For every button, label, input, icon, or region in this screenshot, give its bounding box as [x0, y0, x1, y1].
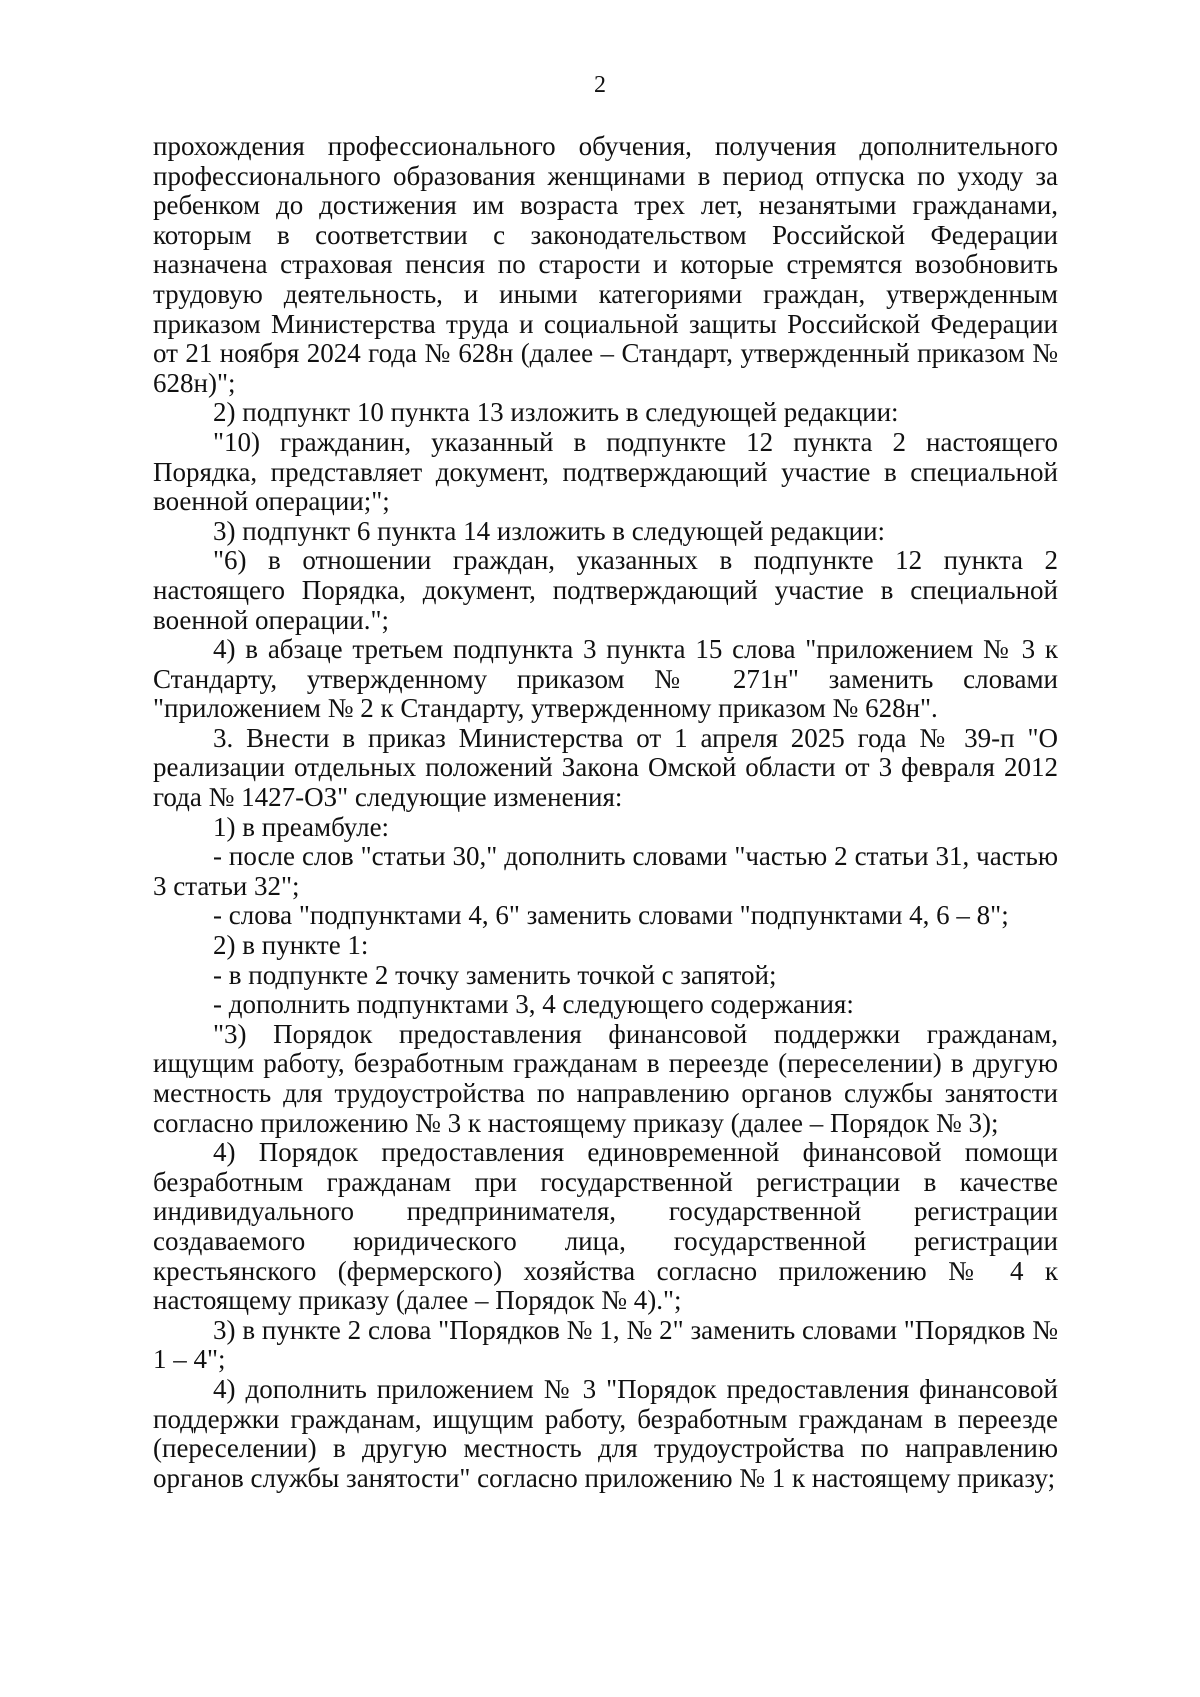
paragraph: "10) гражданин, указанный в подпункте 12 пункта 2 настоящего Порядка, представляет документ, подтверждающий участие в специальной военной операции;";	[153, 426, 1058, 517]
page-number: 2	[594, 72, 606, 98]
paragraph: 2) подпункт 10 пункта 13 изложить в следующей редакции:	[213, 397, 899, 428]
paragraph: 3) в пункте 2 слова "Порядков № 1, № 2" заменить словами "Порядков № 1 – 4";	[153, 1314, 1058, 1375]
paragraph: 3) подпункт 6 пункта 14 изложить в следующей редакции:	[213, 515, 886, 546]
paragraph: - слова "подпунктами 4, 6" заменить словами "подпунктами 4, 6 – 8";	[213, 900, 1009, 931]
paragraph: 3. Внести в приказ Министерства от 1 апреля 2025 года № 39-п "О реализации отдельных положений Закона Омской области от 3 февраля 2012 года № 1427-ОЗ" следующие изменения:	[153, 722, 1058, 813]
paragraph: 1) в преамбуле:	[213, 811, 390, 842]
paragraph: 4) Порядок предоставления единовременной финансовой помощи безработным гражданам при государственной регистрации в качестве индивидуального предпринимателя, государственной регистрации создаваемого юридического лица, государственной регистрации крестьянского (фермерского) хозяйства согласно приложению № 4 к настоящему приказу (далее – Порядок № 4).";	[153, 1137, 1058, 1316]
document-body	[153, 132, 1058, 1493]
paragraph: 2) в пункте 1:	[213, 930, 369, 961]
paragraph: 4) дополнить приложением № 3 "Порядок предоставления финансовой поддержки гражданам, ищущим работу, безработным гражданам в переезде (переселении) в другую местность для трудоустройства по направлению органов службы занятости" согласно приложению № 1 к настоящему приказу;	[153, 1373, 1058, 1493]
paragraph: - дополнить подпунктами 3, 4 следующего содержания:	[213, 989, 854, 1020]
paragraph: "3) Порядок предоставления финансовой поддержки гражданам, ищущим работу, безработным гражданам в переезде (переселении) в другую местность для трудоустройства по направлению органов службы занятости согласно приложению № 3 к настоящему приказу (далее – Порядок № 3);	[153, 1018, 1058, 1138]
paragraph: "6) в отношении граждан, указанных в подпункте 12 пункта 2 настоящего Порядка, документ, подтверждающий участие в специальной военной операции.";	[153, 545, 1058, 635]
paragraph: - после слов "статьи 30," дополнить словами "частью 2 статьи 31, частью 3 статьи 32";	[153, 841, 1058, 901]
paragraph: прохождения профессионального обучения, получения дополнительного профессионального образования женщинами в период отпуска по уходу за ребенком до достижения им возраста трех лет, незанятыми гражданами, которым в соответствии с законодательством Российской Федерации назначена страховая пенсия по старости и которые стремятся возобновить трудовую деятельность, и иными категориями граждан, утвержденным приказом Министерства труда и социальной защиты Российской Федерации от 21 ноября 2024 года № 628н (далее – Стандарт, утвержденный приказом № 628н)";	[153, 131, 1058, 398]
paragraph: 4) в абзаце третьем подпункта 3 пункта 15 слова "приложением № 3 к Стандарту, утвержденному приказом № 271н" заменить словами "приложением № 2 к Стандарту, утвержденному приказом № 628н".	[153, 634, 1058, 724]
paragraph: - в подпункте 2 точку заменить точкой с запятой;	[213, 959, 777, 990]
